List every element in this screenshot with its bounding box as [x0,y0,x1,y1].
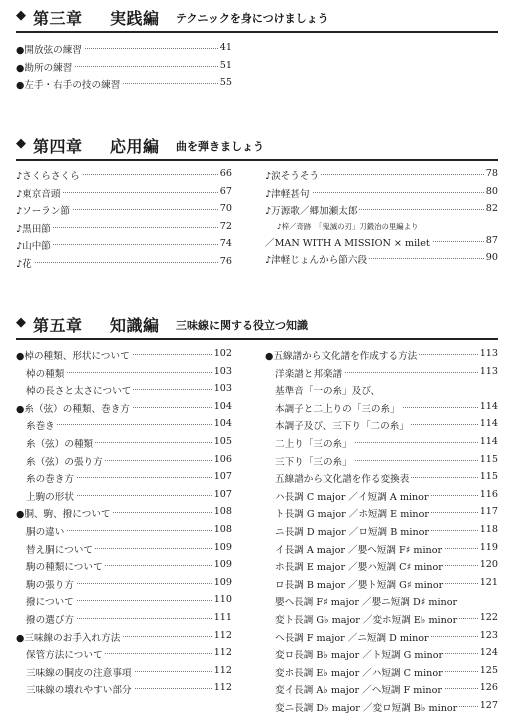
toc-entry-page: 112 [213,629,232,641]
toc-entry [265,219,498,233]
toc-entry-title: 糸（弦）の種類 [26,436,95,450]
chapter-4-right-entries [265,166,498,268]
toc-entry-title: 糸の巻き方 [26,471,76,485]
toc-entry [16,40,232,58]
toc-entry-title: ●三味線のお手入れ方法 [16,630,122,644]
toc-entry-title: ♪津軽甚句 [265,186,312,200]
toc-entry-title: 本調子と二上りの「三の糸」 [275,401,402,415]
chapter-4-header [16,134,498,160]
toc-entry-page: 125 [479,664,498,676]
toc-entry [16,645,232,663]
toc-entry-title: 二上り「三の糸」 [275,436,354,450]
toc-entry [16,201,232,219]
toc-entry-title: 駒の張り方 [26,577,76,591]
toc-entry [16,610,232,628]
toc-entry [16,399,232,417]
chapter-subtitle: テクニックを身につけましょう [176,12,329,25]
chapter-rule [16,159,498,161]
chapter-name: 実践編 [110,9,160,28]
chapter-5-header [16,313,498,339]
toc-entry [16,346,232,364]
toc-entry-title: 三味線の胴皮の注意事項 [26,665,134,679]
toc-entry [265,233,498,251]
toc-entry-title: 本調子及び、三下り「二の糸」 [275,418,411,432]
toc-entry [265,434,498,452]
toc-entry [265,201,498,219]
toc-entry-page: 108 [213,523,232,535]
toc-entry-page: 112 [213,647,232,659]
toc-entry-title: 洋楽譜と邦楽譜 [275,366,344,380]
toc-entry [265,663,498,681]
toc-entry-page: 114 [479,400,498,412]
toc-entry-page: 107 [213,488,232,500]
dot-leader [26,424,232,425]
toc-entry-page: 118 [479,523,498,535]
toc-entry-page: 51 [219,59,232,71]
toc-entry [16,575,232,593]
toc-entry-title: ●左手・右手の技の練習 [16,77,122,91]
toc-entry [16,364,232,382]
toc-entry-page: 70 [219,203,232,215]
toc-entry-page: 107 [213,471,232,483]
toc-entry [265,399,498,417]
toc-entry-page: 72 [219,220,232,232]
toc-entry-page: 123 [479,629,498,641]
toc-entry [265,645,498,663]
toc-entry-title: イ長調 A major ／嬰ヘ短調 F♯ minor [275,542,444,556]
toc-entry [16,452,232,470]
chapter-rule [16,338,498,340]
toc-entry-title: ●勘所の練習 [16,60,74,74]
toc-entry [16,557,232,575]
toc-entry-page: 116 [479,488,498,500]
toc-entry-page: 105 [213,435,232,447]
toc-entry [16,236,232,254]
toc-entry [265,364,498,382]
toc-entry [265,250,498,268]
toc-entry [265,575,498,593]
toc-entry-title: 上駒の形状 [26,489,76,503]
chapter-3 [16,6,498,92]
toc-entry-page: 90 [485,252,498,264]
toc-entry-title: ●胴、駒、撥について [16,506,113,520]
toc-entry-page: 112 [213,664,232,676]
chapter-5-right-entries [265,346,498,715]
toc-entry-page: 41 [219,42,232,53]
toc-entry-title: 糸巻き [26,418,57,432]
toc-entry-title: ニ長調 D major ／ロ短調 B minor [275,524,431,538]
toc-entry-page: 110 [213,594,232,606]
toc-entry [16,469,232,487]
toc-entry-page: 113 [479,348,498,359]
toc-entry-page: 82 [485,203,498,215]
toc-entry-title: 糸（弦）の張り方 [26,454,105,468]
toc-entry [16,381,232,399]
toc-entry [265,452,498,470]
toc-entry-title: ♪万源歌／郷加瀬太郎 [265,203,359,217]
toc-entry [265,592,498,610]
toc-entry-title: ホ長調 E major ／嬰ハ短調 C♯ minor [275,559,445,573]
toc-entry [16,522,232,540]
toc-entry-title: 撥の選び方 [26,612,76,626]
toc-entry-title: ●五線譜から文化譜を作成する方法 [265,348,419,362]
toc-entry-title: 駒の種類について [26,559,105,573]
chapter-3-header [16,6,498,32]
toc-entry-page: 74 [219,238,232,250]
toc-entry-title: 棹の種類 [26,366,66,380]
toc-entry-page: 121 [479,576,498,588]
diamond-icon: ◆ [16,315,26,330]
toc-entry [265,504,498,522]
chapter-subtitle: 三味線に関する役立つ知識 [176,319,308,332]
toc-entry-page: 120 [479,559,498,571]
toc-entry [16,592,232,610]
chapter-3-entries [16,40,232,93]
diamond-icon: ◆ [16,136,26,151]
toc-entry-page: 66 [219,168,232,179]
toc-entry [16,540,232,558]
toc-entry-page: 103 [213,383,232,395]
toc-entry-title: 変ロ長調 B♭ major ／ト短調 G minor [275,647,445,661]
chapter-5 [16,313,498,714]
chapter-rule [16,31,498,33]
toc-entry [16,504,232,522]
toc-entry-title: ト長調 G major ／ホ短調 E minor [275,506,431,520]
chapter-name: 知識編 [110,316,160,335]
toc-entry-page: 111 [213,611,232,623]
toc-entry [16,219,232,237]
toc-entry-title: ♪さくらさくら [16,168,82,182]
chapter-5-left-entries [16,346,232,698]
chapter-number: 第四章 [33,137,83,156]
toc-entry [16,434,232,452]
toc-entry-title: ♪東京音頭 [16,186,63,200]
toc-entry-page: 106 [213,453,232,465]
toc-entry-title: ♪涙そうそう [265,168,321,182]
toc-entry [265,166,498,184]
toc-entry-page: 127 [479,699,498,711]
toc-entry-title: ♪津軽じょんから節六段 [265,252,369,266]
toc-entry [265,698,498,716]
toc-entry-page: 115 [479,471,498,483]
toc-entry-page: 124 [479,647,498,659]
toc-entry-page: 108 [213,506,232,518]
diamond-icon: ◆ [16,8,26,23]
toc-entry-page: 112 [213,682,232,694]
toc-entry-title: ハ長調 C major ／イ短調 A minor [275,489,431,503]
toc-entry-page: 67 [219,185,232,197]
toc-entry-title: ヘ長調 F major ／ニ短調 D minor [275,630,431,644]
toc-entry-title: ●糸（弦）の種類、巻き方 [16,401,132,415]
toc-entry-title: 五線譜から文化譜を作る変換表 [275,471,411,485]
toc-entry-page: 55 [219,77,232,89]
toc-entry [16,416,232,434]
chapter-4 [16,134,498,270]
toc-entry-title: 胴の違い [26,524,66,538]
toc-entry [265,540,498,558]
toc-entry-title: ♪ソーラン節 [16,203,72,217]
toc-entry-title: 変ホ長調 E♭ major ／ハ短調 C minor [275,665,445,679]
toc-entry-title: ●開放弦の練習 [16,42,84,56]
toc-entry-page: 109 [213,576,232,588]
toc-entry [265,680,498,698]
toc-entry-title: ロ長調 B major ／嬰ト短調 G♯ minor [275,577,445,591]
toc-entry [265,610,498,628]
toc-entry-title: ♪梓／奇跡 「鬼滅の刃」刀鍛冶の里編より [277,221,419,231]
toc-entry-title: 三味線の壊れやすい部分 [26,682,134,696]
toc-entry-page: 87 [485,234,498,246]
toc-entry-title: ♪黒田節 [16,221,53,235]
toc-entry-page: 114 [479,435,498,447]
toc-entry [16,166,232,184]
chapter-name: 応用編 [110,137,160,156]
toc-entry-title: 三下り「三の糸」 [275,454,354,468]
toc-entry-title: 変ト長調 G♭ major ／変ホ短調 E♭ minor [275,612,459,626]
chapter-number: 第三章 [33,9,83,28]
toc-entry-page: 103 [213,365,232,377]
toc-entry [265,522,498,540]
toc-entry [265,381,498,399]
toc-entry-title: 変ニ長調 D♭ major ／変ロ短調 B♭ minor [275,700,459,714]
toc-entry [16,184,232,202]
toc-entry-page: 102 [213,348,232,359]
toc-entry-title: 嬰ヘ長調 F♯ major ／嬰ニ短調 D♯ minor [275,594,459,608]
toc-entry [16,254,232,272]
toc-entry-page: 104 [213,400,232,412]
toc-entry [265,557,498,575]
toc-entry-title: ／MAN WITH A MISSION × milet [265,235,432,249]
toc-entry [16,628,232,646]
toc-entry [16,487,232,505]
toc-entry-page: 109 [213,541,232,553]
toc-entry-page: 117 [479,506,498,518]
toc-entry [265,346,498,364]
toc-entry-title: ●棹の種類、形状について [16,348,132,362]
toc-entry [265,416,498,434]
toc-entry-page: 76 [219,255,232,267]
toc-entry [265,487,498,505]
chapter-subtitle: 曲を弾きましょう [176,140,264,153]
toc-entry-page: 113 [479,365,498,377]
toc-entry-page: 78 [485,168,498,179]
toc-entry-title: 変イ長調 A♭ major ／ヘ短調 F minor [275,682,444,696]
dot-leader [16,262,232,263]
toc-entry-page: 122 [479,611,498,623]
toc-entry [16,75,232,93]
toc-entry-page: 109 [213,559,232,571]
toc-entry-title: ♪花 [16,256,34,270]
toc-entry-page: 126 [479,682,498,694]
toc-entry-title: 替え胴について [26,542,95,556]
toc-entry-title: 基準音「一の糸」及び、 [275,383,382,397]
toc-entry [16,58,232,76]
toc-entry-title: 棹の長さと太さについて [26,383,133,397]
toc-entry [16,663,232,681]
toc-entry-title: 保管方法について [26,647,105,661]
chapter-number: 第五章 [33,316,83,335]
toc-entry [265,469,498,487]
toc-entry [265,184,498,202]
toc-entry [16,680,232,698]
toc-entry-page: 115 [479,453,498,465]
toc-entry-page: 104 [213,418,232,430]
toc-entry-page: 80 [485,185,498,197]
toc-entry [265,628,498,646]
toc-entry-page: 119 [479,541,498,553]
toc-entry-title: 撥について [26,594,76,608]
chapter-4-left-entries [16,166,232,272]
toc-entry-page: 114 [479,418,498,430]
toc-entry-title: ♪山中節 [16,238,53,252]
